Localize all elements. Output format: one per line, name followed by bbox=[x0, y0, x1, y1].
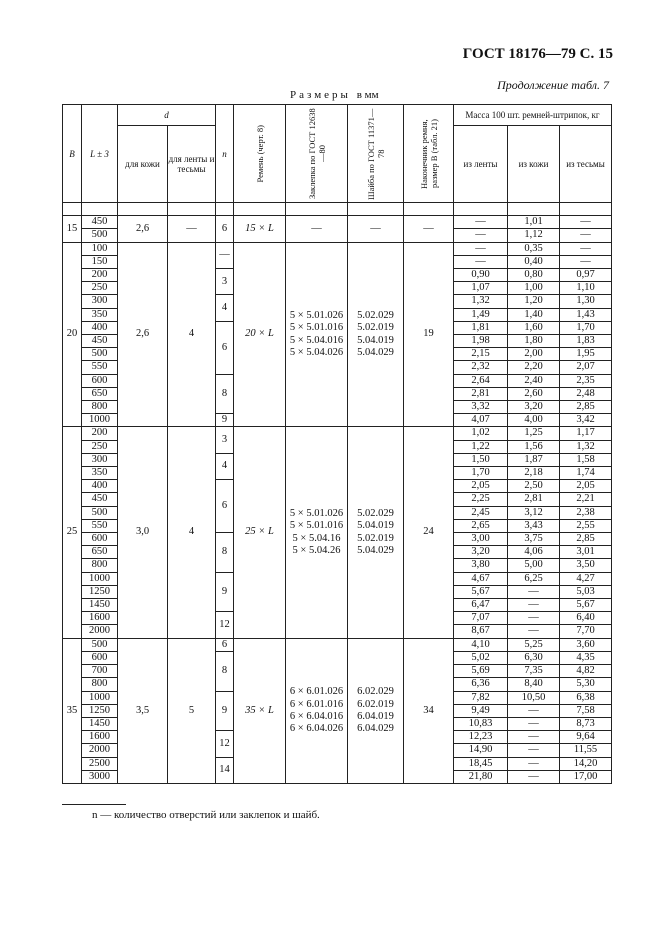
cell-l: 350 bbox=[82, 308, 118, 321]
cell-mass-leather: 8,40 bbox=[508, 678, 560, 691]
cell-mass-tape: 2,15 bbox=[454, 348, 508, 361]
cell-mass-leather: — bbox=[508, 599, 560, 612]
cell-b: 20 bbox=[63, 242, 82, 427]
cell-b: 15 bbox=[63, 216, 82, 242]
cell-n: 12 bbox=[216, 731, 234, 757]
cell-mass-leather: 2,81 bbox=[508, 493, 560, 506]
cell-l: 1000 bbox=[82, 414, 118, 427]
col-n-header: n bbox=[216, 105, 234, 203]
cell-rivet: 6 × 6.01.026 6 × 6.01.016 6 × 6.04.016 6 × 6.04.026 bbox=[286, 638, 348, 783]
cell-mass-tape: 2,81 bbox=[454, 387, 508, 400]
cell-l: 1600 bbox=[82, 612, 118, 625]
cell-d-tape: 4 bbox=[168, 242, 216, 427]
cell-mass-tape: — bbox=[454, 255, 508, 268]
cell-mass-leather: 6,25 bbox=[508, 572, 560, 585]
col-mass-tape-header: из ленты bbox=[454, 126, 508, 203]
cell-l: 1450 bbox=[82, 599, 118, 612]
cell-n: 6 bbox=[216, 638, 234, 651]
cell-mass-cloth: 0,97 bbox=[560, 269, 612, 282]
cell-l: 2000 bbox=[82, 625, 118, 638]
table-body bbox=[63, 216, 612, 784]
cell-mass-cloth: 1,43 bbox=[560, 308, 612, 321]
cell-mass-tape: 14,90 bbox=[454, 744, 508, 757]
cell-mass-leather: 0,80 bbox=[508, 269, 560, 282]
cell-mass-cloth: 5,67 bbox=[560, 599, 612, 612]
cell-mass-tape: 10,83 bbox=[454, 717, 508, 730]
cell-mass-leather: 7,35 bbox=[508, 665, 560, 678]
cell-mass-leather: 2,00 bbox=[508, 348, 560, 361]
cell-mass-leather: — bbox=[508, 704, 560, 717]
cell-l: 400 bbox=[82, 321, 118, 334]
cell-mass-tape: 1,22 bbox=[454, 440, 508, 453]
cell-mass-tape: 1,07 bbox=[454, 282, 508, 295]
cell-mass-tape: 3,20 bbox=[454, 546, 508, 559]
cell-mass-leather: 2,40 bbox=[508, 374, 560, 387]
cell-mass-cloth: 9,64 bbox=[560, 731, 612, 744]
cell-mass-leather: 4,00 bbox=[508, 414, 560, 427]
cell-mass-leather: 3,75 bbox=[508, 533, 560, 546]
col-d-tape-header: для ленты и тесьмы bbox=[168, 126, 216, 203]
cell-d-leather: 2,6 bbox=[118, 216, 168, 242]
cell-mass-cloth: 1,83 bbox=[560, 335, 612, 348]
cell-mass-cloth: 1,70 bbox=[560, 321, 612, 334]
cell-mass-leather: — bbox=[508, 757, 560, 770]
cell-tip: 24 bbox=[404, 427, 454, 638]
cell-mass-leather: 0,40 bbox=[508, 255, 560, 268]
cell-l: 300 bbox=[82, 295, 118, 308]
cell-n: 3 bbox=[216, 269, 234, 295]
cell-mass-tape: 2,32 bbox=[454, 361, 508, 374]
cell-mass-cloth: — bbox=[560, 242, 612, 255]
cell-l: 700 bbox=[82, 665, 118, 678]
cell-mass-cloth: 17,00 bbox=[560, 770, 612, 783]
cell-mass-cloth: 2,21 bbox=[560, 493, 612, 506]
table-row bbox=[63, 242, 612, 255]
cell-mass-leather: 10,50 bbox=[508, 691, 560, 704]
cell-mass-tape: 1,49 bbox=[454, 308, 508, 321]
table-row bbox=[63, 427, 612, 440]
cell-mass-cloth: 2,85 bbox=[560, 401, 612, 414]
cell-mass-leather: 5,25 bbox=[508, 638, 560, 651]
col-l-label: L ± 3 bbox=[90, 148, 109, 159]
cell-l: 800 bbox=[82, 401, 118, 414]
cell-l: 800 bbox=[82, 559, 118, 572]
cell-mass-tape: 2,64 bbox=[454, 374, 508, 387]
cell-l: 1250 bbox=[82, 704, 118, 717]
cell-mass-cloth: — bbox=[560, 229, 612, 242]
cell-d-tape: 4 bbox=[168, 427, 216, 638]
cell-mass-tape: 1,32 bbox=[454, 295, 508, 308]
cell-mass-tape: 1,98 bbox=[454, 335, 508, 348]
cell-mass-cloth: 5,30 bbox=[560, 678, 612, 691]
cell-belt: 20 × L bbox=[234, 242, 286, 427]
cell-mass-cloth: — bbox=[560, 255, 612, 268]
cell-mass-tape: 1,70 bbox=[454, 467, 508, 480]
cell-d-tape: — bbox=[168, 216, 216, 242]
cell-n: 9 bbox=[216, 691, 234, 731]
sizes-unit: в мм bbox=[356, 89, 379, 101]
col-tip-header bbox=[404, 105, 454, 203]
cell-washer: 6.02.029 6.02.019 6.04.019 6.04.029 bbox=[348, 638, 404, 783]
cell-mass-tape: 2,45 bbox=[454, 506, 508, 519]
cell-b: 25 bbox=[63, 427, 82, 638]
cell-d-tape: 5 bbox=[168, 638, 216, 783]
cell-n: 6 bbox=[216, 480, 234, 533]
cell-mass-tape: 8,67 bbox=[454, 625, 508, 638]
cell-mass-cloth: 2,05 bbox=[560, 480, 612, 493]
cell-l: 200 bbox=[82, 427, 118, 440]
cell-l: 600 bbox=[82, 533, 118, 546]
cell-mass-cloth: 2,55 bbox=[560, 519, 612, 532]
cell-mass-cloth: 7,70 bbox=[560, 625, 612, 638]
cell-mass-tape: 7,82 bbox=[454, 691, 508, 704]
cell-mass-leather: 1,60 bbox=[508, 321, 560, 334]
cell-mass-leather: 4,06 bbox=[508, 546, 560, 559]
cell-mass-tape: 3,80 bbox=[454, 559, 508, 572]
cell-n: — bbox=[216, 242, 234, 268]
cell-l: 450 bbox=[82, 493, 118, 506]
cell-mass-leather: 2,50 bbox=[508, 480, 560, 493]
cell-mass-tape: 4,07 bbox=[454, 414, 508, 427]
cell-mass-leather: 1,01 bbox=[508, 216, 560, 229]
cell-mass-cloth: 2,38 bbox=[560, 506, 612, 519]
cell-n: 9 bbox=[216, 414, 234, 427]
cell-rivet: 5 × 5.01.026 5 × 5.01.016 5 × 5.04.016 5 × 5.04.026 bbox=[286, 242, 348, 427]
cell-mass-leather: — bbox=[508, 612, 560, 625]
cell-l: 1250 bbox=[82, 585, 118, 598]
cell-l: 500 bbox=[82, 506, 118, 519]
col-d-header: d bbox=[118, 105, 216, 126]
cell-l: 450 bbox=[82, 216, 118, 229]
col-mass-leather-header: из кожи bbox=[508, 126, 560, 203]
cell-mass-tape: 5,02 bbox=[454, 651, 508, 664]
table-row bbox=[63, 216, 612, 229]
cell-mass-leather: 1,25 bbox=[508, 427, 560, 440]
cell-d-leather: 3,5 bbox=[118, 638, 168, 783]
cell-b: 35 bbox=[63, 638, 82, 783]
cell-tip: 19 bbox=[404, 242, 454, 427]
table-continuation: Продолжение табл. 7 bbox=[497, 78, 609, 92]
cell-mass-cloth: 14,20 bbox=[560, 757, 612, 770]
cell-mass-tape: — bbox=[454, 216, 508, 229]
cell-mass-cloth: 3,42 bbox=[560, 414, 612, 427]
cell-n: 9 bbox=[216, 572, 234, 612]
cell-mass-cloth: 6,38 bbox=[560, 691, 612, 704]
cell-mass-leather: — bbox=[508, 770, 560, 783]
cell-mass-leather: — bbox=[508, 717, 560, 730]
cell-tip: 34 bbox=[404, 638, 454, 783]
cell-mass-cloth: 1,95 bbox=[560, 348, 612, 361]
cell-tip: — bbox=[404, 216, 454, 242]
cell-mass-leather: 2,18 bbox=[508, 467, 560, 480]
cell-mass-cloth: 2,85 bbox=[560, 533, 612, 546]
cell-mass-tape: 4,10 bbox=[454, 638, 508, 651]
sizes-label: Размеры bbox=[290, 89, 351, 101]
cell-d-leather: 2,6 bbox=[118, 242, 168, 427]
cell-l: 800 bbox=[82, 678, 118, 691]
cell-n: 8 bbox=[216, 651, 234, 691]
cell-mass-tape: 1,02 bbox=[454, 427, 508, 440]
cell-washer: 5.02.029 5.02.019 5.04.019 5.04.029 bbox=[348, 242, 404, 427]
cell-mass-cloth: 11,55 bbox=[560, 744, 612, 757]
cell-mass-cloth: 3,60 bbox=[560, 638, 612, 651]
cell-mass-leather: 1,20 bbox=[508, 295, 560, 308]
col-belt-label: Ремень (черт. 8) bbox=[254, 124, 265, 183]
cell-belt: 25 × L bbox=[234, 427, 286, 638]
cell-rivet: 5 × 5.01.026 5 × 5.01.016 5 × 5.04.16 5 × 5.04.26 bbox=[286, 427, 348, 638]
cell-mass-tape: 5,69 bbox=[454, 665, 508, 678]
cell-mass-tape: 12,23 bbox=[454, 731, 508, 744]
cell-mass-leather: 3,12 bbox=[508, 506, 560, 519]
cell-mass-leather: 1,56 bbox=[508, 440, 560, 453]
cell-mass-leather: 2,20 bbox=[508, 361, 560, 374]
col-rivet-label: Заклепка по ГОСТ 12638—80 bbox=[306, 108, 327, 199]
col-d-leather-header: для кожи bbox=[118, 126, 168, 203]
cell-mass-leather: 1,80 bbox=[508, 335, 560, 348]
footnote-rule bbox=[62, 804, 126, 805]
col-washer-label: Шайба по ГОСТ 11371—78 bbox=[365, 107, 386, 200]
cell-mass-leather: — bbox=[508, 731, 560, 744]
cell-mass-cloth: 8,73 bbox=[560, 717, 612, 730]
cell-l: 150 bbox=[82, 255, 118, 268]
cell-mass-cloth: 1,58 bbox=[560, 453, 612, 466]
cell-mass-leather: 5,00 bbox=[508, 559, 560, 572]
cell-mass-cloth: — bbox=[560, 216, 612, 229]
cell-l: 650 bbox=[82, 387, 118, 400]
cell-mass-cloth: 1,10 bbox=[560, 282, 612, 295]
table-row bbox=[63, 638, 612, 651]
cell-l: 200 bbox=[82, 269, 118, 282]
cell-mass-tape: 2,65 bbox=[454, 519, 508, 532]
cell-mass-tape: 2,05 bbox=[454, 480, 508, 493]
cell-l: 500 bbox=[82, 229, 118, 242]
dimensions-table bbox=[62, 104, 612, 784]
cell-mass-cloth: 4,27 bbox=[560, 572, 612, 585]
cell-l: 1000 bbox=[82, 572, 118, 585]
cell-belt: 15 × L bbox=[234, 216, 286, 242]
cell-mass-cloth: 3,50 bbox=[560, 559, 612, 572]
cell-rivet: — bbox=[286, 216, 348, 242]
cell-mass-tape: 1,50 bbox=[454, 453, 508, 466]
cell-mass-leather: — bbox=[508, 625, 560, 638]
cell-mass-leather: — bbox=[508, 744, 560, 757]
cell-l: 2500 bbox=[82, 757, 118, 770]
cell-l: 250 bbox=[82, 440, 118, 453]
cell-mass-tape: 7,07 bbox=[454, 612, 508, 625]
cell-mass-tape: 18,45 bbox=[454, 757, 508, 770]
col-mass-header: Масса 100 шт. ремней-штрипок, кг bbox=[454, 105, 612, 126]
cell-n: 4 bbox=[216, 453, 234, 479]
cell-l: 2000 bbox=[82, 744, 118, 757]
cell-n: 4 bbox=[216, 295, 234, 321]
cell-washer: — bbox=[348, 216, 404, 242]
cell-mass-cloth: 7,58 bbox=[560, 704, 612, 717]
cell-l: 1000 bbox=[82, 691, 118, 704]
col-rivet-header bbox=[286, 105, 348, 203]
cell-n: 6 bbox=[216, 216, 234, 242]
cell-mass-tape: 6,47 bbox=[454, 599, 508, 612]
cell-mass-cloth: 2,07 bbox=[560, 361, 612, 374]
cell-mass-cloth: 6,40 bbox=[560, 612, 612, 625]
cell-n: 3 bbox=[216, 427, 234, 453]
page-header: ГОСТ 18176—79 С. 15 bbox=[462, 46, 613, 62]
cell-n: 14 bbox=[216, 757, 234, 783]
cell-mass-tape: 9,49 bbox=[454, 704, 508, 717]
cell-l: 450 bbox=[82, 335, 118, 348]
cell-mass-tape: 4,67 bbox=[454, 572, 508, 585]
cell-l: 3000 bbox=[82, 770, 118, 783]
col-tip-label: Наконечник ремня, размер B (табл. 21) bbox=[418, 118, 439, 189]
col-l-header bbox=[82, 105, 118, 203]
cell-mass-leather: 3,20 bbox=[508, 401, 560, 414]
cell-l: 600 bbox=[82, 651, 118, 664]
cell-l: 650 bbox=[82, 546, 118, 559]
cell-mass-leather: 1,87 bbox=[508, 453, 560, 466]
cell-d-leather: 3,0 bbox=[118, 427, 168, 638]
footnote: n — количество отверстий или заклепок и шайб. bbox=[92, 809, 320, 821]
cell-l: 1450 bbox=[82, 717, 118, 730]
col-washer-header bbox=[348, 105, 404, 203]
cell-l: 500 bbox=[82, 348, 118, 361]
cell-l: 300 bbox=[82, 453, 118, 466]
col-belt-header bbox=[234, 105, 286, 203]
cell-belt: 35 × L bbox=[234, 638, 286, 783]
cell-mass-cloth: 1,17 bbox=[560, 427, 612, 440]
cell-mass-cloth: 1,32 bbox=[560, 440, 612, 453]
cell-mass-leather: 2,60 bbox=[508, 387, 560, 400]
cell-l: 1600 bbox=[82, 731, 118, 744]
cell-l: 350 bbox=[82, 467, 118, 480]
cell-mass-tape: 0,90 bbox=[454, 269, 508, 282]
cell-mass-cloth: 3,01 bbox=[560, 546, 612, 559]
cell-washer: 5.02.029 5.04.019 5.02.019 5.04.029 bbox=[348, 427, 404, 638]
cell-mass-tape: — bbox=[454, 242, 508, 255]
cell-mass-tape: 3,32 bbox=[454, 401, 508, 414]
cell-l: 250 bbox=[82, 282, 118, 295]
cell-mass-cloth: 2,35 bbox=[560, 374, 612, 387]
cell-mass-cloth: 1,74 bbox=[560, 467, 612, 480]
cell-mass-cloth: 4,35 bbox=[560, 651, 612, 664]
cell-l: 400 bbox=[82, 480, 118, 493]
cell-mass-tape: 5,67 bbox=[454, 585, 508, 598]
cell-l: 600 bbox=[82, 374, 118, 387]
sizes-caption bbox=[290, 89, 379, 101]
cell-mass-tape: 3,00 bbox=[454, 533, 508, 546]
cell-mass-tape: 2,25 bbox=[454, 493, 508, 506]
cell-l: 100 bbox=[82, 242, 118, 255]
cell-l: 550 bbox=[82, 361, 118, 374]
cell-mass-cloth: 2,48 bbox=[560, 387, 612, 400]
cell-mass-tape: 21,80 bbox=[454, 770, 508, 783]
cell-l: 550 bbox=[82, 519, 118, 532]
cell-mass-tape: 6,36 bbox=[454, 678, 508, 691]
cell-mass-tape: — bbox=[454, 229, 508, 242]
cell-n: 8 bbox=[216, 374, 234, 414]
cell-mass-leather: 3,43 bbox=[508, 519, 560, 532]
cell-mass-cloth: 5,03 bbox=[560, 585, 612, 598]
cell-mass-tape: 1,81 bbox=[454, 321, 508, 334]
col-b-header: B bbox=[63, 105, 82, 203]
cell-mass-leather: 1,40 bbox=[508, 308, 560, 321]
cell-n: 8 bbox=[216, 533, 234, 573]
header-gap-row bbox=[63, 203, 612, 216]
cell-mass-cloth: 4,82 bbox=[560, 665, 612, 678]
cell-mass-leather: 1,12 bbox=[508, 229, 560, 242]
cell-mass-leather: — bbox=[508, 585, 560, 598]
cell-n: 6 bbox=[216, 321, 234, 374]
col-mass-cloth-header: из тесьмы bbox=[560, 126, 612, 203]
cell-l: 500 bbox=[82, 638, 118, 651]
cell-mass-cloth: 1,30 bbox=[560, 295, 612, 308]
cell-mass-leather: 1,00 bbox=[508, 282, 560, 295]
cell-mass-leather: 0,35 bbox=[508, 242, 560, 255]
cell-n: 12 bbox=[216, 612, 234, 638]
cell-mass-leather: 6,30 bbox=[508, 651, 560, 664]
